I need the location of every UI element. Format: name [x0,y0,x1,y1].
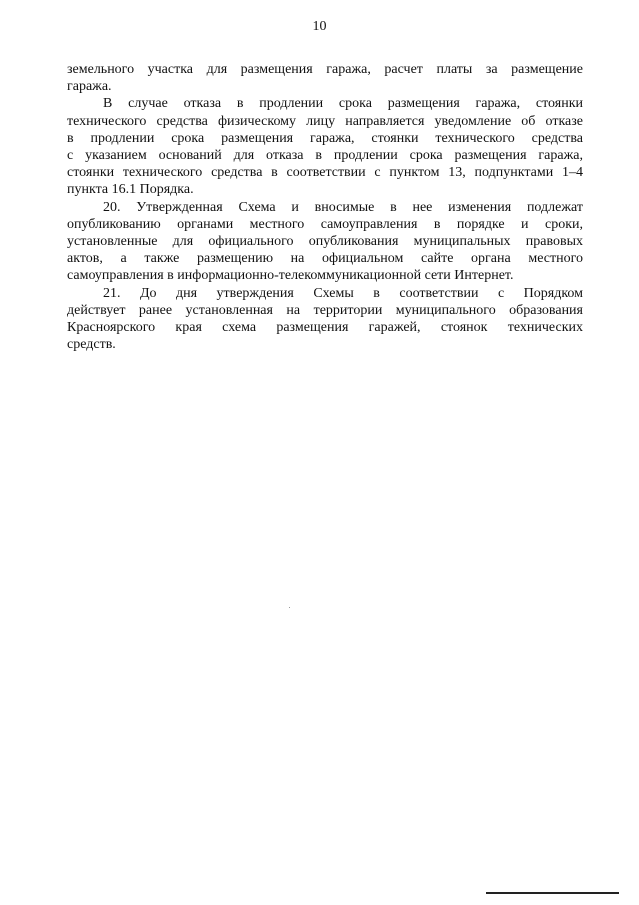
body-line: земельного участка для размещения гаража, расчет платы за размещение [67,62,583,77]
body-line: действует ранее установленная на территории муниципального образования [67,302,583,318]
paragraph-first-line: В случае отказа в продлении срока размещения гаража, стоянки [103,96,583,112]
paragraph-first-line: 21. До дня утверждения Схемы в соответствии с Порядком [103,285,583,301]
document-body [67,61,583,353]
body-line: Красноярского края схема размещения гаражей, стоянок технических [67,320,583,336]
footer-rule [486,892,619,894]
body-line: опубликованию органами местного самоуправления в порядке и сроки, [67,216,583,232]
page-number: 10 [312,19,327,34]
body-line: пункта 16.1 Порядка. [67,182,194,198]
body-line: установленные для официального опубликования муниципальных правовых [67,234,583,250]
body-line: самоуправления в информационно-телекоммуникационной сети Интернет. [67,268,514,284]
body-line: актов, а также размещению на официальном сайте органа местного [67,251,583,267]
paragraph-first-line: 20. Утвержденная Схема и вносимые в нее изменения подлежат [103,199,583,215]
body-line: с указанием оснований для отказа в продлении срока размещения гаража, [67,148,583,164]
scan-speck [289,607,290,608]
body-line: в продлении срока размещения гаража, стоянки технического средства [67,130,583,146]
body-line: стоянки технического средства в соответствии с пунктом 13, подпунктами 1–4 [67,165,583,181]
body-line: технического средства физическому лицу направляется уведомление об отказе [67,113,583,129]
body-line: гаража. [67,79,112,95]
body-line: средств. [67,337,116,353]
